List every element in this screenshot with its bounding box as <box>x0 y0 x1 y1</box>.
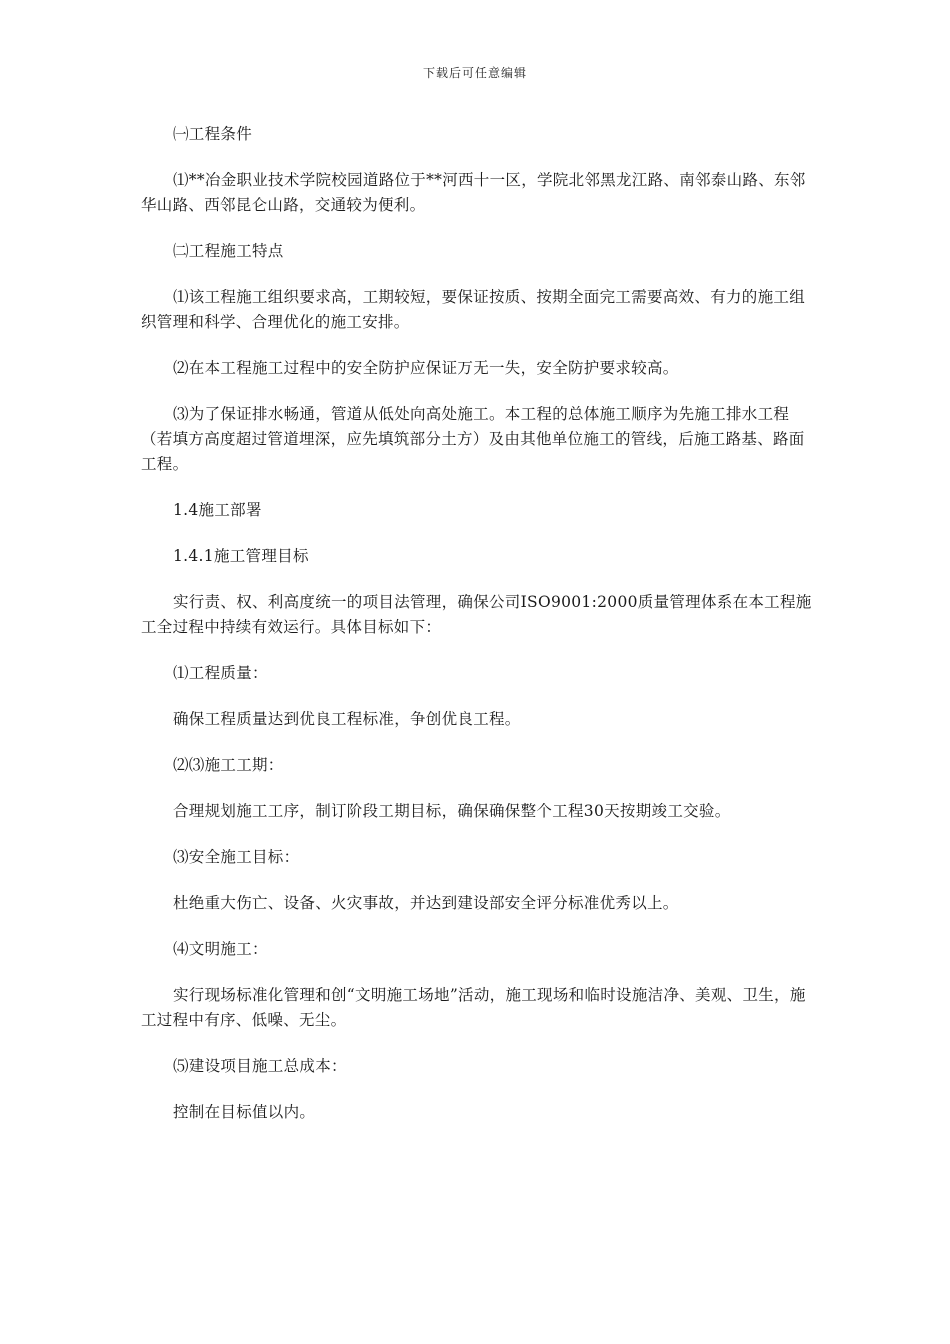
goal-text-cost: 控制在目标值以内。 <box>173 1103 316 1121</box>
goal-label-schedule: ⑵⑶施工工期： <box>173 756 284 774</box>
section-heading-features: ㈡工程施工特点 <box>173 242 284 260</box>
page-header: 下载后可任意编辑 <box>422 66 527 80</box>
paragraph-feature-2: ⑵在本工程施工过程中的安全防护应保证万无一失，安全防护要求较高。 <box>173 359 679 377</box>
goal-text-civilized: 实行现场标准化管理和创“文明施工场地”活动，施工现场和临时设施洁净、美观、卫生，施工过程中有序、低噪、无尘。 <box>141 986 806 1029</box>
section-heading-conditions: ㈠工程条件 <box>173 125 253 143</box>
goal-label-quality: ⑴工程质量： <box>173 664 268 682</box>
goal-label-safety: ⑶安全施工目标： <box>173 848 300 866</box>
paragraph-feature-1: ⑴该工程施工组织要求高，工期较短，要保证按质、按期全面完工需要高效、有力的施工组织管理和科学、合理优化的施工安排。 <box>141 288 806 331</box>
paragraph-location: ⑴**冶金职业技术学院校园道路位于**河西十一区，学院北邻黑龙江路、南邻泰山路、东邻华山路、西邻昆仑山路，交通较为便利。 <box>141 171 806 214</box>
subsection-heading-goals: 1.4.1施工管理目标 <box>173 547 309 565</box>
section-heading-deployment: 1.4施工部署 <box>173 501 262 519</box>
goal-text-safety: 杜绝重大伤亡、设备、火灾事故，并达到建设部安全评分标准优秀以上。 <box>173 894 679 912</box>
goal-text-schedule: 合理规划施工工序，制订阶段工期目标，确保确保整个工程30天按期竣工交验。 <box>173 802 731 820</box>
goal-label-cost: ⑸建设项目施工总成本： <box>173 1057 347 1075</box>
paragraph-goals-intro: 实行责、权、利高度统一的项目法管理，确保公司ISO9001:2000质量管理体系在本工程施工全过程中持续有效运行。具体目标如下： <box>141 593 812 636</box>
document-body <box>141 122 813 1146</box>
goal-label-civilized: ⑷文明施工： <box>173 940 268 958</box>
goal-text-quality: 确保工程质量达到优良工程标准，争创优良工程。 <box>173 710 521 728</box>
paragraph-feature-3: ⑶为了保证排水畅通，管道从低处向高处施工。本工程的总体施工顺序为先施工排水工程（若填方高度超过管道埋深，应先填筑部分土方）及由其他单位施工的管线，后施工路基、路面工程。 <box>141 405 805 473</box>
